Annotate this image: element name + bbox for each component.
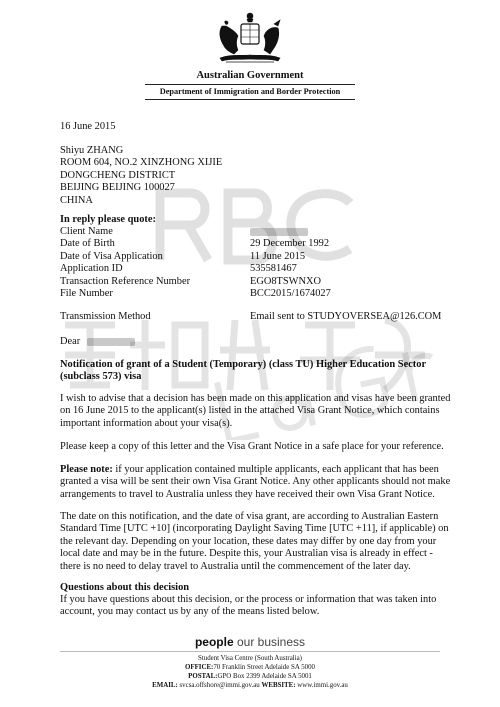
paragraph-line: If you have questions about this decision, or the process or information that was taken into (60, 594, 437, 605)
email-address: svcsa.offshore@immi.gov.au (177, 682, 262, 689)
footer-postal (0, 673, 500, 682)
reference-value: EGO8TSWNXO (250, 275, 321, 287)
reference-value: 11 June 2015 (250, 250, 306, 262)
questions-heading: Questions about this decision (60, 582, 190, 593)
reference-label: Client Name (60, 226, 113, 237)
paragraph-keep-copy: Please keep a copy of this letter and the Visa Grant Notice in a safe place for your reference. (60, 441, 444, 452)
department-name: Department of Immigration and Border Protection (159, 87, 341, 96)
reference-row (60, 226, 331, 238)
footer-divider (60, 651, 440, 652)
footer-office (0, 664, 500, 673)
reply-quote-heading: In reply please quote: (60, 214, 156, 225)
salutation (60, 336, 442, 348)
reference-label: Date of Visa Application (60, 250, 163, 262)
subject-line: (subclass 573) visa (60, 371, 142, 383)
letterhead-rule-bottom (145, 99, 355, 100)
office-label: OFFICE: (185, 664, 214, 671)
paragraph-line: the relevant day. Depending on your location, these dates may differ by one day from your (60, 535, 437, 547)
paragraph-line: there is no need to delay travel to Australia until the commencement of the later day. (60, 560, 411, 572)
reference-row (60, 238, 331, 250)
australian-coat-of-arms-icon (214, 10, 286, 66)
paragraph-line: account, you may contact us by any of the means listed below. (60, 606, 320, 618)
paragraph-line: if your application contained multiple applicants, each applicant that has been (112, 464, 439, 475)
website-url: www.immi.gov.au (295, 682, 348, 689)
paragraph-timezone (60, 511, 449, 573)
website-label: WEBSITE: (261, 682, 296, 689)
paragraph-line: Standard Time [UTC +10] (incorporating Daylight Saving Time [UTC +11], if applicable) on (60, 523, 449, 535)
reference-value: 29 December 1992 (250, 238, 330, 250)
reference-label: File Number (60, 288, 113, 300)
email-label: EMAIL: (152, 682, 178, 689)
address-line: BEIJING BEIJING 100027 (60, 182, 175, 194)
office-address: 70 Franklin Street Adelaide SA 5000 (213, 664, 315, 671)
brand-bold: people (194, 635, 234, 649)
transmission-label: Transmission Method (60, 311, 151, 322)
transmission-method (60, 311, 441, 323)
reference-value: BCC2015/1674027 (250, 288, 331, 300)
reference-row (60, 276, 331, 288)
address-line: ROOM 604, NO.2 XINZHONG XIJIE (60, 157, 223, 169)
address-line: DONGCHENG DISTRICT (60, 169, 176, 181)
letter-date: 16 June 2015 (60, 121, 116, 132)
postal-address: GPO Box 2399 Adelaide SA 5001 (217, 673, 312, 680)
paragraph-line: I wish to advise that a decision has been made on this application and visas have been granted (60, 393, 451, 404)
brand-rest: our business (233, 635, 306, 649)
paragraph-note (60, 464, 451, 501)
paragraph-line: The date on this notification, and the date of visa grant, are according to Australian Eastern (60, 511, 439, 522)
questions-paragraph (60, 594, 442, 619)
footer-centre: Student Visa Centre (South Australia) (198, 655, 302, 662)
salutation-word: Dear (60, 336, 81, 347)
reference-label: Application ID (60, 263, 123, 275)
reference-label: Transaction Reference Number (60, 275, 191, 287)
note-label: Please note: (60, 464, 113, 475)
reference-label: Date of Birth (60, 238, 115, 250)
paragraph-line: on 16 June 2015 to the applicant(s) listed in the attached Visa Grant Notice, which contains (60, 405, 440, 417)
letterhead-rule-top (145, 84, 355, 85)
reference-value: 535581467 (250, 263, 297, 275)
address-line: CHINA (60, 194, 93, 206)
reference-row (60, 263, 331, 275)
reference-row (60, 288, 331, 300)
reference-row (60, 251, 331, 263)
reference-table (60, 226, 331, 300)
salutation-name-redacted (87, 338, 135, 346)
paragraph-line: granted a visa will be sent their own Visa Grant Notice. Any other applicants should not make (60, 476, 451, 488)
footer-contact (0, 682, 500, 691)
subject-line: Notification of grant of a Student (Temporary) (class TU) Higher Education Sector (60, 359, 427, 370)
transmission-value: Email sent to STUDYOVERSEA@126.COM (250, 311, 442, 322)
paragraph-line: important information about your visa(s). (60, 417, 233, 429)
recipient-address (60, 145, 442, 207)
paragraph-line: arrangements to travel to Australia unless they have received their own Visa Grant Notice. (60, 488, 435, 500)
postal-label: POSTAL: (188, 673, 218, 680)
subject-heading (60, 359, 442, 384)
client-name-redacted (250, 226, 308, 238)
paragraph-grant (60, 393, 451, 430)
paragraph-line: local date and may be in the future. Despite this, your Australian visa is already in effect - (60, 548, 433, 560)
government-name: Australian Government (196, 70, 304, 81)
address-line: Shiyu ZHANG (60, 145, 124, 156)
footer-brand (0, 635, 500, 649)
